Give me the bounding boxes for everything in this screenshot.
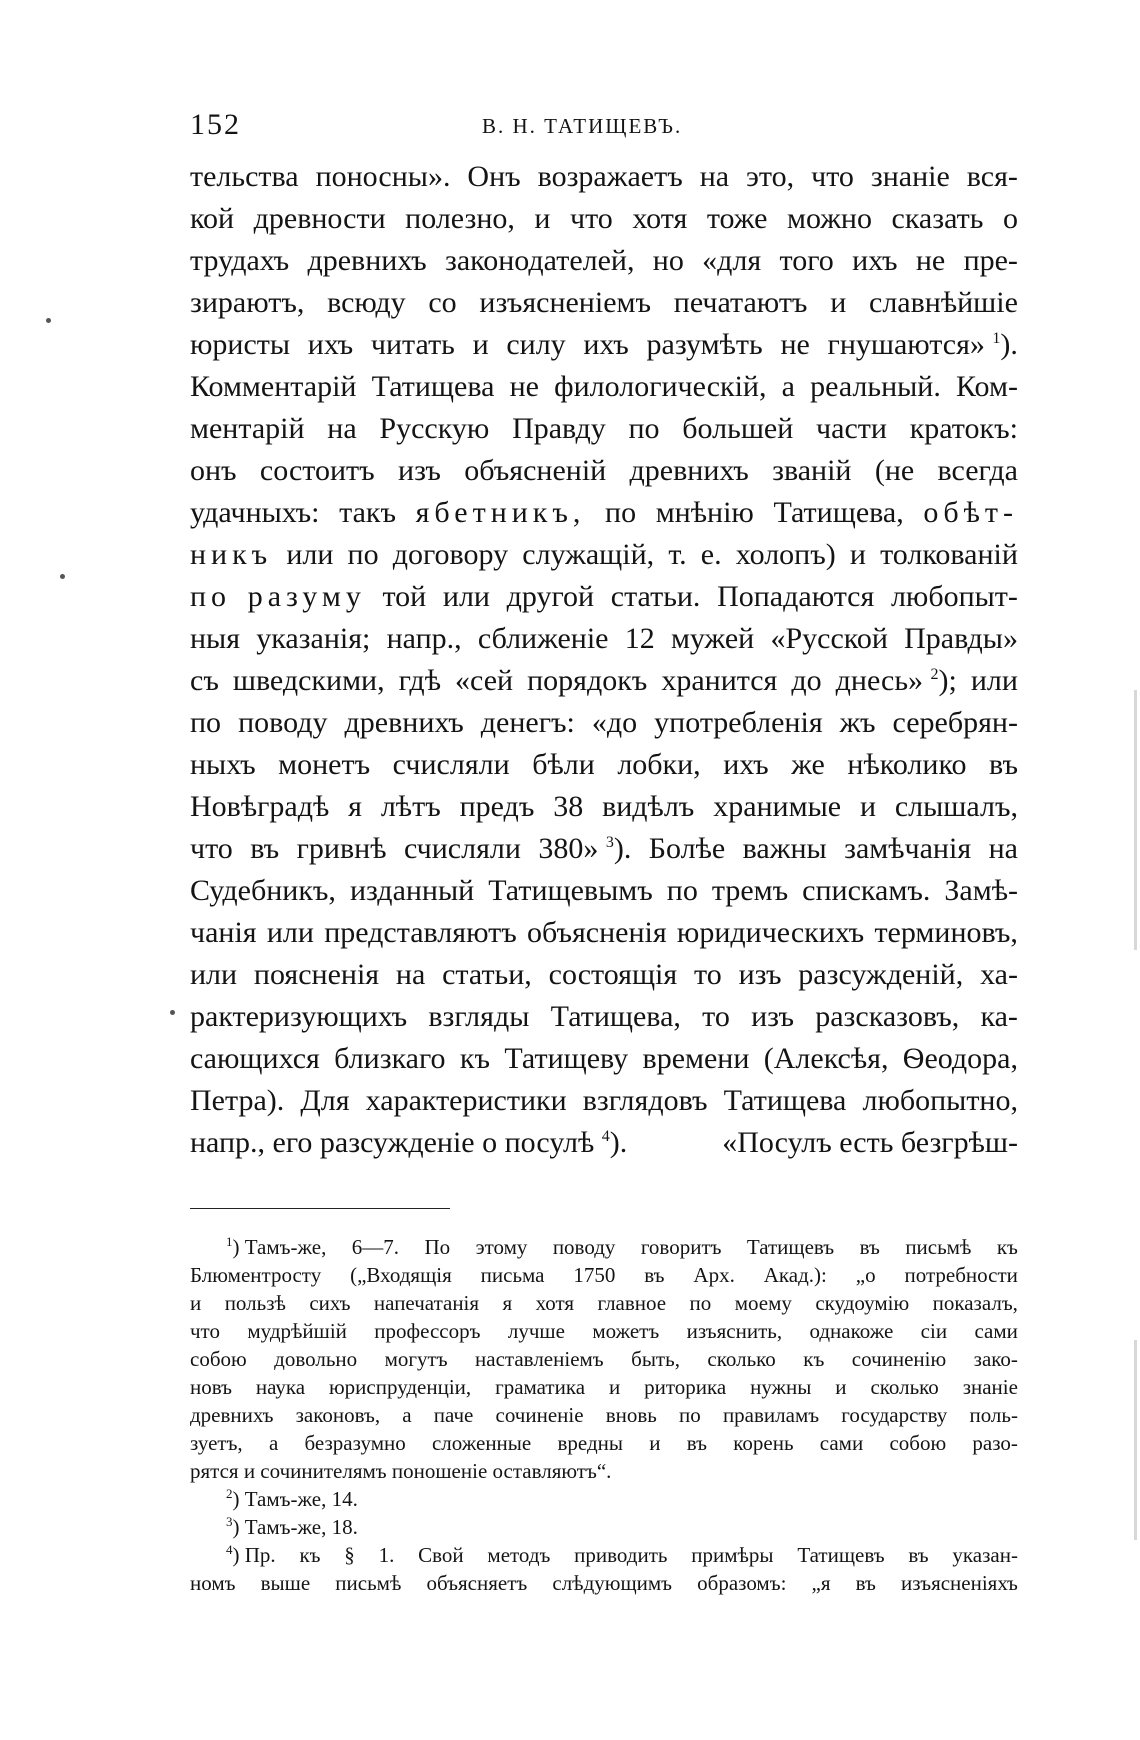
text-line: ментарій на Русскую Правду по большей части кратокъ: bbox=[190, 412, 1018, 445]
text-line: Судебникъ, изданный Татищевымъ по тремъ спискамъ. Замѣ- bbox=[190, 874, 1018, 907]
book-page bbox=[190, 108, 1018, 1597]
footnote-2: $^2$) Тамъ-же, 14. bbox=[226, 1486, 358, 1511]
footnote-line: и пользѣ сихъ напечатанія я хотя главное по моему скудоумію показалъ, bbox=[190, 1291, 1018, 1315]
margin-shadow bbox=[1134, 1340, 1137, 1540]
text-line: или поясненія на статьи, состоящія то изъ разсужденій, ха- bbox=[190, 958, 1018, 991]
spaced-term: по bbox=[190, 580, 232, 613]
text-line: ныя указанія; напр., сближеніе 12 мужей «Русской Правды» bbox=[190, 622, 1018, 655]
spaced-term: никъ bbox=[190, 538, 273, 571]
text-line: онъ состоитъ изъ объясненій древнихъ званій (не всегда bbox=[190, 454, 1018, 487]
margin-shadow bbox=[1134, 690, 1137, 950]
text-line: по разуму той или другой статьи. Попадаются любопыт- bbox=[190, 576, 1018, 618]
print-speck bbox=[46, 318, 51, 323]
footnote-line: рятся и сочинителямъ поношеніе оставляютъ“. bbox=[190, 1459, 612, 1483]
text-line: зираютъ, всюду со изъясненіемъ печатаютъ и славнѣйшіе bbox=[190, 286, 1018, 319]
text-line: рактеризующихъ взгляды Татищева, то изъ разсказовъ, ка- bbox=[190, 1000, 1018, 1033]
text-line: съ шведскими, гдѣ «сей порядокъ хранится до днесь» $^2$); или bbox=[190, 664, 1018, 697]
footnote-ref: 1 bbox=[992, 330, 1001, 347]
footnote-marker: 2 bbox=[226, 1486, 233, 1501]
text-line: что въ гривнѣ счисляли 380» $^3$). Болѣе важны замѣчанія на bbox=[190, 832, 1018, 865]
footnote-line: древнихъ законовъ, а паче сочиненіе вновь по правиламъ государству поль- bbox=[190, 1403, 1018, 1427]
text-line: юристы ихъ читать и силу ихъ разумѣть не гнушаются» $^1$). bbox=[190, 328, 1018, 361]
text-line: Комментарій Татищева не филологическій, а реальный. Ком- bbox=[190, 370, 1018, 403]
page-number: 152 bbox=[190, 108, 241, 141]
footnote-line: номъ выше письмѣ объясняетъ слѣдующимъ образомъ: „я въ изъясненіяхъ bbox=[190, 1571, 1018, 1595]
text-line: удачныхъ: такъ ябетникъ, по мнѣнію Татищева, обѣт- bbox=[190, 492, 1018, 534]
footnote-line: собою довольно могутъ наставленіемъ быть, сколько къ сочиненію зако- bbox=[190, 1347, 1018, 1371]
spaced-term: обѣт- bbox=[923, 496, 1018, 529]
print-speck bbox=[60, 574, 65, 579]
print-speck bbox=[170, 1010, 175, 1015]
footnote-marker: 1 bbox=[226, 1234, 233, 1249]
footnote-line: $^1$) Тамъ-же, 6—7. По этому поводу говоритъ Татищевъ въ письмѣ къ bbox=[226, 1234, 1018, 1259]
footnote-3: $^3$) Тамъ-же, 18. bbox=[226, 1514, 358, 1539]
text-line: по поводу древнихъ денегъ: «до употребленія жъ серебрян- bbox=[190, 706, 1018, 739]
running-title: В. Н. ТАТИЩЕВЪ. bbox=[482, 114, 683, 138]
text-line: ныхъ монетъ счисляли бѣли лобки, ихъ же нѣколико въ bbox=[190, 748, 1018, 781]
text-line: кой древности полезно, и что хотя тоже можно сказать о bbox=[190, 202, 1018, 235]
text-line: тельства поносны». Онъ возражаетъ на это, что знаніе вся- bbox=[190, 160, 1018, 193]
footnote-line: новъ наука юриспруденціи, граматика и риторика нужны и сколько знаніе bbox=[190, 1375, 1018, 1399]
text-line: напр., его разсужденіе о посулѣ $^4$). «Посулъ есть безгрѣш- bbox=[190, 1126, 1018, 1159]
spaced-term: ябетникъ, bbox=[415, 496, 586, 529]
footnote-ref: 2 bbox=[930, 666, 939, 683]
text-line: сающихся близкаго къ Татищеву времени (Алексѣя, Ѳеодора, bbox=[190, 1042, 1018, 1075]
text-line: никъ или по договору служащій, т. е. холопъ) и толкованій bbox=[190, 534, 1018, 576]
text-line: трудахъ древнихъ законодателей, но «для того ихъ не пре- bbox=[190, 244, 1018, 277]
footnote-ref: 3 bbox=[605, 834, 614, 851]
footnote-line: $^4$) Пр. къ § 1. Свой методъ приводить примѣры Татищевъ въ указан- bbox=[226, 1542, 1018, 1567]
page-header bbox=[190, 108, 1018, 148]
text-line: чанія или представляютъ объясненія юридическихъ терминовъ, bbox=[190, 916, 1018, 949]
footnote-ref: 4 bbox=[601, 1128, 610, 1145]
footnote-separator bbox=[190, 1208, 450, 1209]
text-line: Новѣградѣ я лѣтъ предъ 38 видѣлъ хранимые и слышалъ, bbox=[190, 790, 1018, 823]
main-text bbox=[190, 156, 1018, 1164]
footnote-marker: 3 bbox=[226, 1514, 233, 1529]
footnote-marker: 4 bbox=[226, 1542, 233, 1557]
footnote-line: Блюментросту („Входящія письма 1750 въ Арх. Акад.): „о потребности bbox=[190, 1263, 1018, 1287]
footnote-line: зуетъ, а безразумно сложенные вредны и въ корень сами собою разо- bbox=[190, 1431, 1018, 1455]
text-line: Петра). Для характеристики взглядовъ Татищева любопытно, bbox=[190, 1084, 1018, 1117]
spaced-term: разуму bbox=[247, 580, 366, 613]
footnote-line: что мудрѣйшій профессоръ лучше можетъ изъяснить, однакоже сіи сами bbox=[190, 1319, 1018, 1343]
footnotes bbox=[190, 1233, 1018, 1597]
